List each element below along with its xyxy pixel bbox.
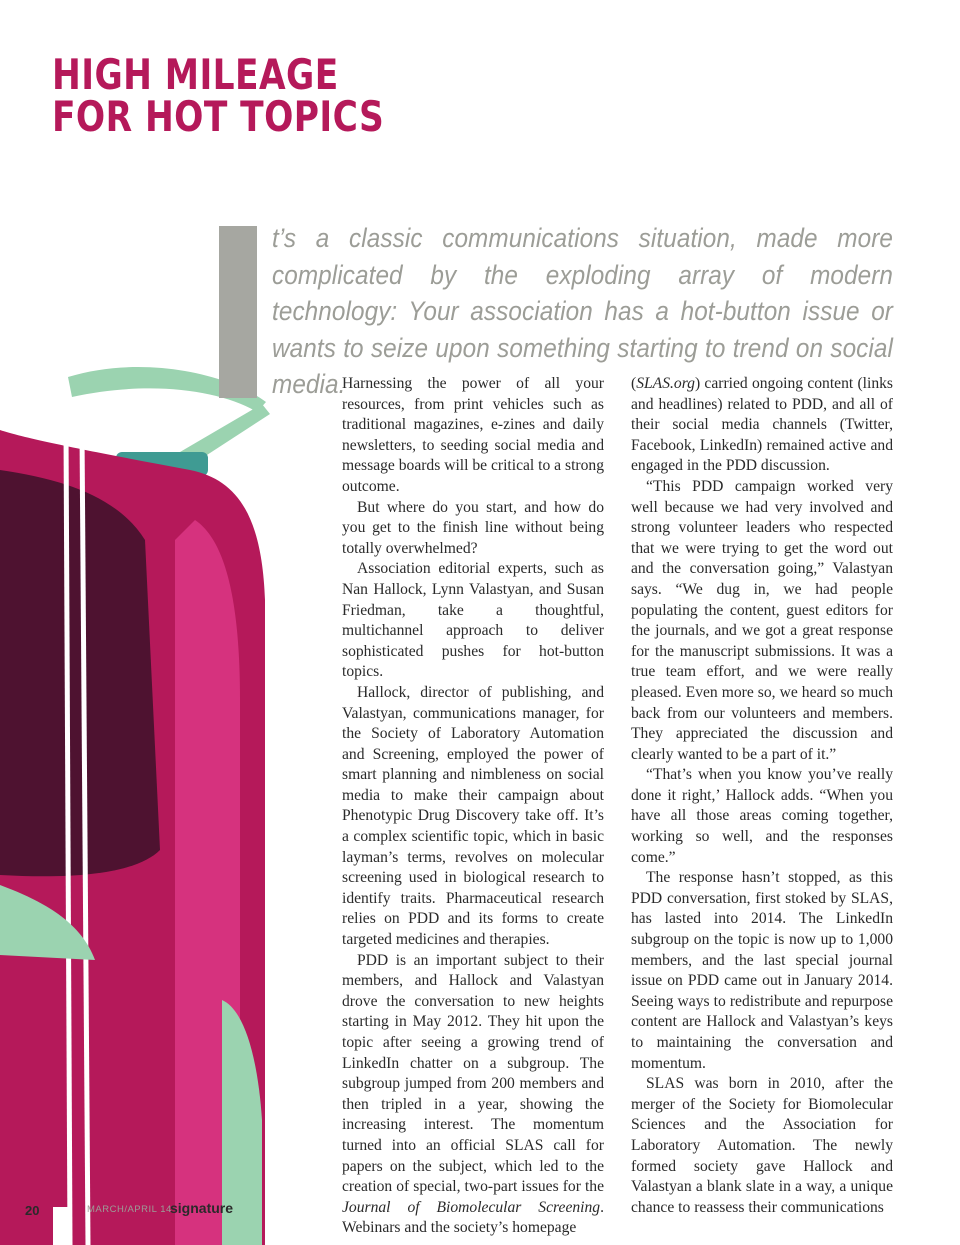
paragraph: But where do you start, and how do you get to the finish line without being totally overwhelmed? bbox=[342, 498, 604, 557]
paragraph-text: PDD is an important subject to their members, and Hallock and Valastyan drove the conversation to new heights starting in May 2012. They hit upon the topic after seeing a growing trend of LinkedIn chatter on a subgroup. The subgroup jumped from 200 members and then tripled in a year, showing the increasing interest. The momentum turned into an official SLAS call for papers on the subject, which led to the creation of special, two-part issues for the bbox=[342, 951, 604, 1196]
paragraph: (SLAS.org) carried ongoing content (links and headlines) related to PDD, and all of their social media channels (Twitter, Facebook, LinkedIn) remained active and engaged in the PDD discussion. bbox=[631, 375, 893, 475]
drop-cap-bar bbox=[219, 226, 257, 398]
paragraph-tail: . Webinars and the society’s homepage bbox=[342, 1198, 604, 1237]
folio-divider bbox=[53, 1207, 68, 1245]
paragraph: Hallock, director of publishing, and Valastyan, communications manager, for the Society of Laboratory Automation and Screening, employed the power of smart planning and nimbleness on social media to make their campaign about Phenotypic Drug Discovery take off. It’s a complex scientific topic, which in basic layman’s terms, revolves on molecular screening used in biological research to identify traits. Pharmaceutical research relies on PDD and its forms to create targeted medicines and therapies. bbox=[342, 683, 604, 949]
issue-date: MARCH/APRIL 14 bbox=[87, 1204, 172, 1215]
paragraph: The response hasn’t stopped, as this PDD conversation, first stoked by SLAS, has lasted into 2014. The LinkedIn subgroup on the topic is now up to 1,000 members, and the last special journal issue on PDD came out in January 2014. Seeing ways to redistribute and repurpose content are Hallock and Valastyan’s keys to maintaining the conversation and momentum. bbox=[631, 869, 893, 1072]
page-number: 20 bbox=[25, 1203, 40, 1218]
paragraph: Harnessing the power of all your resources, from print vehicles such as traditional magazines, e-zines and daily newsletters, to seeding social media and message boards will be critical to a strong outcome. bbox=[342, 375, 604, 495]
body-column-1 bbox=[342, 374, 604, 1239]
paragraph: SLAS was born in 2010, after the merger of the Society for Biomolecular Sciences and the Association for Laboratory Automation. The newly formed society gave Hallock and Valastyan a blank slate in a way, a unique chance to reassess their communications bbox=[631, 1075, 893, 1216]
paragraph: Association editorial experts, such as Nan Hallock, Lynn Valastyan, and Susan Friedman, take a thoughtful, multichannel approach to deliver sophisticated pushes for hot-button topics. bbox=[342, 560, 604, 681]
headline-line-1: HIGH MILEAGE bbox=[52, 50, 339, 99]
paragraph: “This PDD campaign worked very well because we had very involved and strong volunteer leaders who respected that we were trying to get the word out and the conversation going,” Valastyan says. “We dug in, we had people populating the content, guest editors for the journals, and we got a great response for the manuscript submissions. It was a true team effort, and we were really pleased. Even more so, we heard so much back from our volunteers and members. They appreciated the discussion and clearly wanted to be a part of it.” bbox=[631, 477, 893, 763]
paragraph bbox=[342, 951, 604, 1239]
journal-title: Journal of Biomolecular Screening bbox=[342, 1198, 601, 1216]
lead-paragraph: t’s a classic communications situation, made more complicated by the exploding array of modern technology: Your association has a hot-button issue or wants to seize upon something starting to trend on social media. bbox=[272, 223, 893, 399]
paragraph: “That’s when you know you’ve really done it right,’ Hallock adds. “When you have all those areas coming together, working so well, and the responses come.” bbox=[631, 766, 893, 866]
website-name: SLAS.org bbox=[636, 375, 695, 392]
headline bbox=[52, 50, 385, 141]
magazine-name: signature bbox=[170, 1200, 234, 1216]
body-column-2 bbox=[631, 374, 893, 1218]
paragraph-text: ) carried ongoing content (links and headlines) related to PDD, and all of their social media channels (Twitter, Facebook, LinkedIn) remained active and engaged in the PDD discussion. bbox=[631, 375, 893, 475]
headline-line-2: FOR HOT TOPICS bbox=[52, 92, 385, 141]
